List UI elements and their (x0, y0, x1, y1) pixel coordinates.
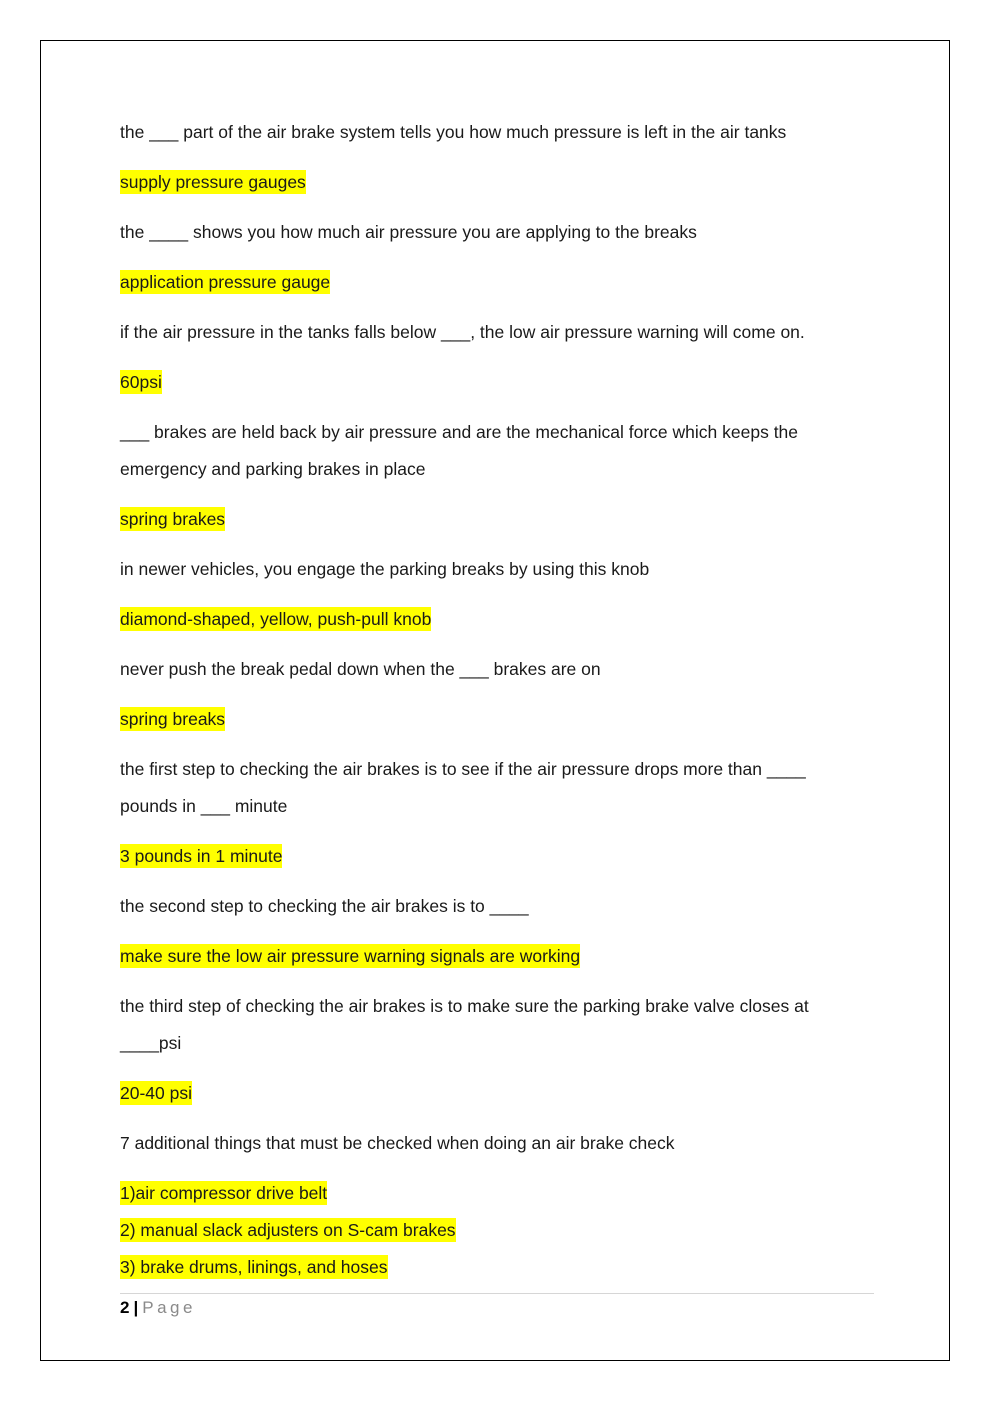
page-number: 2 (120, 1298, 130, 1317)
answer-highlight: 3 pounds in 1 minute (120, 846, 283, 866)
answer-text (120, 938, 880, 975)
answer-text (120, 164, 880, 201)
question-line: emergency and parking brakes in place (120, 459, 426, 479)
answer-highlight: application pressure gauge (120, 272, 331, 292)
answer-highlight: spring brakes (120, 509, 226, 529)
answer-highlight: supply pressure gauges (120, 172, 306, 192)
answer-text (120, 1075, 880, 1112)
answer-highlight: 60psi (120, 372, 162, 392)
page-footer (120, 1296, 196, 1320)
question-text: the second step to checking the air brakes is to ____ (120, 896, 529, 916)
question-line: the first step to checking the air brakes is to see if the air pressure drops more than ____ (120, 759, 806, 779)
footer-divider (120, 1293, 874, 1294)
question-text: the ____ shows you how much air pressure you are applying to the breaks (120, 222, 697, 242)
answer-highlight: diamond-shaped, yellow, push-pull knob (120, 609, 432, 629)
answer-highlight: make sure the low air pressure warning signals are working (120, 946, 581, 966)
footer-separator: | (133, 1298, 139, 1317)
answer-highlight: 2) manual slack adjusters on S-cam brakes (120, 1220, 456, 1240)
answer-highlight: 3) brake drums, linings, and hoses (120, 1257, 388, 1277)
answer-list-item (120, 1212, 880, 1249)
answer-text (120, 364, 880, 401)
question-text (120, 988, 880, 1062)
question-text: if the air pressure in the tanks falls below ___, the low air pressure warning will come on. (120, 322, 805, 342)
question-text (120, 751, 880, 825)
question-line: ____psi (120, 1033, 182, 1053)
answer-text (120, 601, 880, 638)
question-text: the ___ part of the air brake system tells you how much pressure is left in the air tanks (120, 122, 787, 142)
answer-list-item (120, 1249, 880, 1286)
question-text (120, 414, 880, 488)
question-line: ___ brakes are held back by air pressure and are the mechanical force which keeps the (120, 422, 799, 442)
document-body (120, 114, 880, 1286)
question-line: pounds in ___ minute (120, 796, 288, 816)
answer-highlight: spring breaks (120, 709, 226, 729)
answer-text (120, 264, 880, 301)
answer-text (120, 501, 880, 538)
question-text: never push the break pedal down when the ___ brakes are on (120, 659, 601, 679)
question-text: in newer vehicles, you engage the parking breaks by using this knob (120, 559, 650, 579)
question-line: the third step of checking the air brakes is to make sure the parking brake valve closes at (120, 996, 809, 1016)
answer-highlight: 1)air compressor drive belt (120, 1183, 328, 1203)
answer-text (120, 838, 880, 875)
answer-text (120, 701, 880, 738)
answer-list-item (120, 1175, 880, 1212)
question-text: 7 additional things that must be checked when doing an air brake check (120, 1133, 675, 1153)
page-label: Page (142, 1298, 196, 1317)
answer-highlight: 20-40 psi (120, 1083, 192, 1103)
